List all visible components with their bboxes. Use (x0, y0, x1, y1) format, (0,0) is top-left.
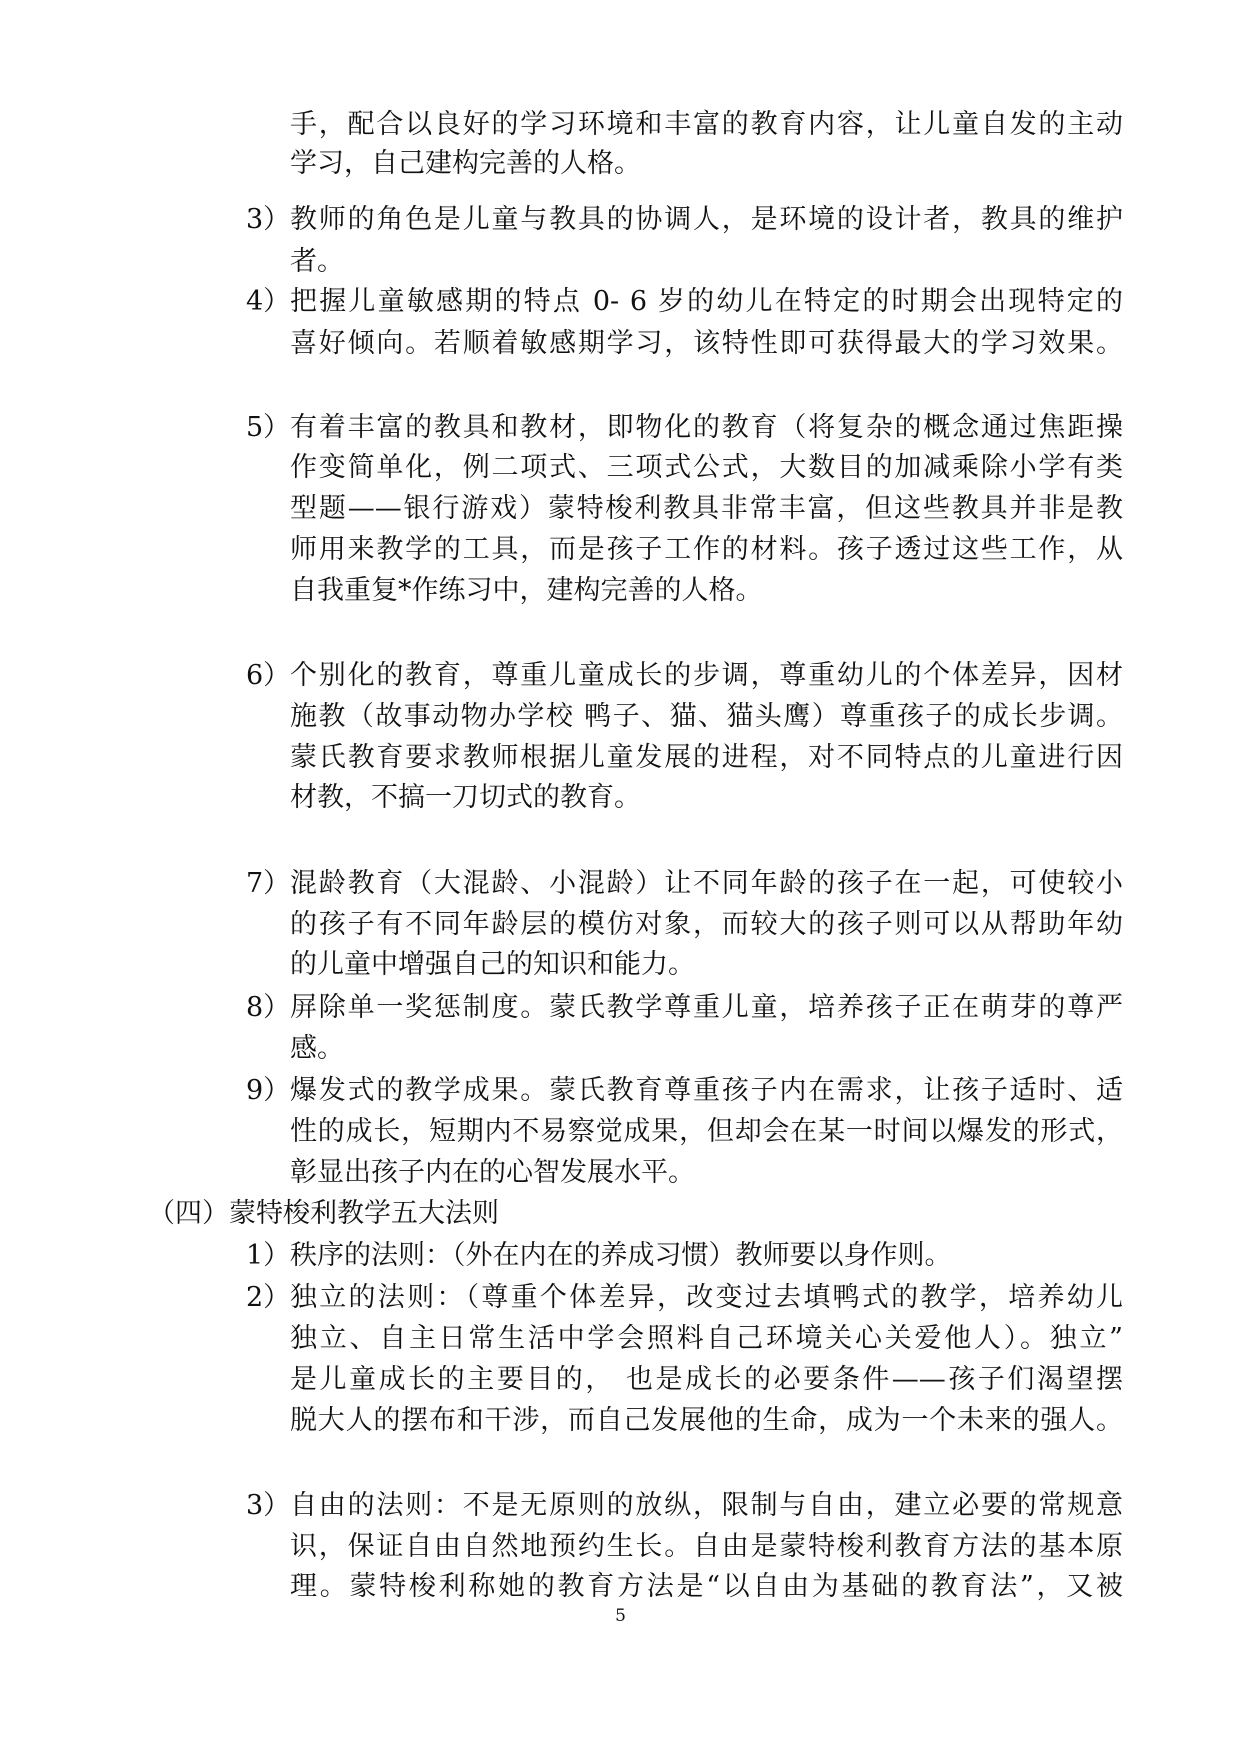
item-number: 5） (246, 412, 291, 443)
item-number: 3） (246, 204, 291, 235)
text-line: 识，保证自由自然地预约生长。自由是蒙特梭利教育方法的基本原 (290, 1531, 1123, 1562)
text-line: 彰显出孩子内在的心智发展水平。 (290, 1157, 695, 1188)
text-line: 教师的角色是儿童与教具的协调人，是环境的设计者，教具的维护 (290, 204, 1123, 235)
item-number: 7） (246, 868, 291, 899)
text-line: 脱大人的摆布和干涉，而自己发展他的生命，成为一个未来的强人。 (290, 1405, 1123, 1436)
text-line: 学习，自己建构完善的人格。 (290, 148, 641, 179)
text-line: 有着丰富的教具和教材，即物化的教育（将复杂的概念通过焦距操 (290, 412, 1123, 443)
text-line: 混龄教育（大混龄、小混龄）让不同年龄的孩子在一起，可使较小 (290, 868, 1123, 899)
text-line: 材教，不搞一刀切式的教育。 (290, 782, 641, 813)
text-line: 蒙氏教育要求教师根据儿童发展的进程，对不同特点的儿童进行因 (290, 742, 1123, 773)
item-number: 4） (246, 286, 291, 317)
text-line: 作变简单化，例二项式、三项式公式，大数目的加减乘除小学有类 (290, 452, 1123, 483)
text-line: 秩序的法则：（外在内在的养成习惯）教师要以身作则。 (290, 1240, 952, 1271)
text-line: 自由的法则：不是无原则的放纵，限制与自由，建立必要的常规意 (290, 1490, 1123, 1521)
item-number: 3） (246, 1490, 291, 1521)
item-number: 6） (246, 660, 291, 691)
text-line: 师用来教学的工具，而是孩子工作的材料。孩子透过这些工作，从 (290, 534, 1123, 565)
text-line: 独立、自主日常生活中学会照料自己环境关心关爱他人）。独立” (290, 1323, 1123, 1354)
item-number: 9） (246, 1075, 291, 1106)
text-line: 自我重复*作练习中，建构完善的人格。 (290, 575, 763, 606)
text-line: 者。 (290, 246, 344, 277)
item-number: 8） (246, 992, 291, 1023)
section-heading: （四）蒙特梭利教学五大法则 (148, 1198, 499, 1229)
text-line: 独立的法则：（尊重个体差异，改变过去填鸭式的教学，培养幼儿 (290, 1282, 1123, 1313)
text-line: 感。 (290, 1033, 344, 1064)
text-line: 喜好倾向。若顺着敏感期学习，该特性即可获得最大的学习效果。 (290, 328, 1123, 359)
page-number: 5 (615, 1606, 626, 1626)
text-line: 个别化的教育，尊重儿童成长的步调，尊重幼儿的个体差异，因材 (290, 660, 1123, 691)
text-line: 性的成长，短期内不易察觉成果，但却会在某一时间以爆发的形式， (290, 1116, 1123, 1147)
text-line: 手，配合以良好的学习环境和丰富的教育内容，让儿童自发的主动 (290, 109, 1123, 140)
text-line: 的儿童中增强自己的知识和能力。 (290, 949, 695, 980)
text-line: 屏除单一奖惩制度。蒙氏教学尊重儿童，培养孩子正在萌芽的尊严 (290, 992, 1123, 1023)
text-line: 的孩子有不同年龄层的模仿对象，而较大的孩子则可以从帮助年幼 (290, 909, 1123, 940)
text-line: 施教（故事动物办学校 鸭子、猫、猫头鹰）尊重孩子的成长步调。 (290, 701, 1123, 732)
item-number: 2） (246, 1282, 291, 1313)
text-line: 把握儿童敏感期的特点 0- 6 岁的幼儿在特定的时期会出现特定的 (290, 286, 1123, 317)
text-line: 型题——银行游戏）蒙特梭利教具非常丰富，但这些教具并非是教 (290, 493, 1123, 524)
text-line: 理。蒙特梭利称她的教育方法是“以自由为基础的教育法”，又被 (290, 1571, 1123, 1602)
text-line: 爆发式的教学成果。蒙氏教育尊重孩子内在需求，让孩子适时、适 (290, 1075, 1123, 1106)
item-number: 1） (246, 1240, 291, 1271)
text-line: 是儿童成长的主要目的， 也是成长的必要条件——孩子们渴望摆 (290, 1364, 1123, 1395)
